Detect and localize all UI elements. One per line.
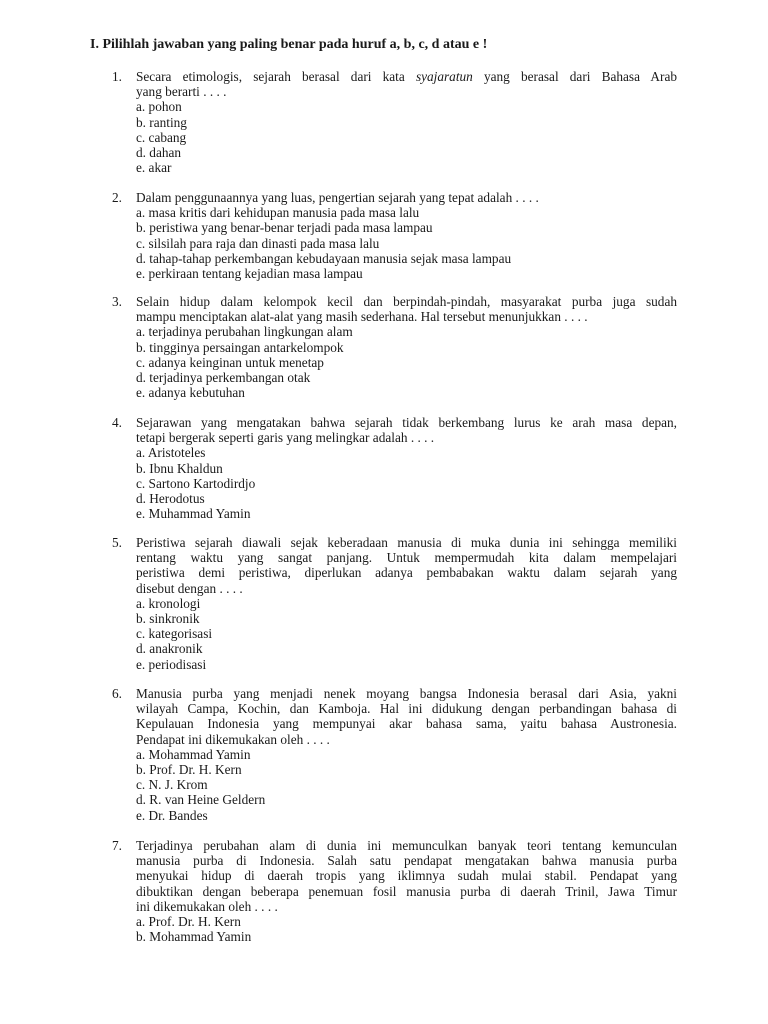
option-a: a. Prof. Dr. H. Kern <box>136 914 241 930</box>
answer-options <box>136 324 677 400</box>
option-b: b. Mohammad Yamin <box>136 929 252 945</box>
option-b: b. Prof. Dr. H. Kern <box>136 762 242 778</box>
italic-term: syajaratun <box>415 69 473 84</box>
question-line: mampu menciptakan alat-alat yang masih sederhana. Hal tersebut menunjukkan . . . . <box>136 309 588 325</box>
option-c: c. silsilah para raja dan dinasti pada masa lalu <box>136 235 380 251</box>
option-d: d. terjadinya perkembangan otak <box>136 370 311 386</box>
answer-options <box>136 747 677 823</box>
question-line <box>136 69 677 84</box>
question-line-segment: Secara etimologis, sejarah berasal dari kata <box>136 69 405 84</box>
question-line: dibuktikan dengan beberapa penemuan fosil manusia purba di daerah Trinil, Jawa Timur <box>136 883 677 899</box>
option-c: c. Sartono Kartodirdjo <box>136 475 256 491</box>
answer-options <box>136 914 677 944</box>
question-line: peristiwa demi peristiwa, diperlukan adanya pembabakan waktu dalam sejarah yang <box>136 565 677 581</box>
option-a: a. pohon <box>136 99 182 115</box>
answer-options <box>136 596 677 672</box>
option-c: c. cabang <box>136 129 187 145</box>
answer-options <box>136 445 677 521</box>
question-number: 2. <box>112 190 122 205</box>
option-a: a. kronologi <box>136 595 201 611</box>
question-line: Manusia purba yang menjadi nenek moyang bangsa Indonesia berasal dari Asia, yakni <box>136 686 677 701</box>
option-a: a. terjadinya perubahan lingkungan alam <box>136 324 353 340</box>
option-e: e. perkiraan tentang kejadian masa lampau <box>136 266 363 282</box>
option-a: a. Mohammad Yamin <box>136 746 251 762</box>
question-line: manusia purba di Indonesia. Salah satu pendapat mengatakan bahwa manusia purba <box>136 853 677 869</box>
question-line: ini dikemukakan oleh . . . . <box>136 898 278 914</box>
question-line: rentang waktu yang sangat panjang. Untuk mempermudah kita dalam mempelajari <box>136 550 677 566</box>
question-number: 6. <box>112 686 122 701</box>
option-e: e. akar <box>136 160 172 176</box>
option-b: b. peristiwa yang benar-benar terjadi pada masa lampau <box>136 220 433 236</box>
question-number: 5. <box>112 535 122 550</box>
question-line: Pendapat ini dikemukakan oleh . . . . <box>136 731 330 747</box>
option-d: d. anakronik <box>136 641 203 657</box>
option-d: d. dahan <box>136 145 182 161</box>
question-number: 4. <box>112 415 122 430</box>
option-c: c. kategorisasi <box>136 626 213 642</box>
question-line-segment: yang berasal dari Bahasa Arab <box>483 69 678 84</box>
option-d: d. R. van Heine Geldern <box>136 792 266 808</box>
question-line: Selain hidup dalam kelompok kecil dan berpindah-pindah, masyarakat purba juga sudah <box>136 294 677 309</box>
option-b: b. Ibnu Khaldun <box>136 460 223 476</box>
question-line: wilayah Campa, Kochin, dan Kamboja. Hal ini didukung dengan perbandingan bahasa di <box>136 701 677 717</box>
question-line: yang berarti . . . . <box>136 84 227 100</box>
option-a: a. Aristoteles <box>136 445 206 461</box>
question-text <box>136 535 677 672</box>
question-text <box>136 294 677 400</box>
question-line: tetapi bergerak seperti garis yang melingkar adalah . . . . <box>136 430 435 446</box>
question-number: 7. <box>112 838 122 853</box>
option-b: b. sinkronik <box>136 611 200 627</box>
option-e: e. periodisasi <box>136 656 207 672</box>
option-d: d. Herodotus <box>136 491 205 507</box>
option-e: e. adanya kebutuhan <box>136 385 245 401</box>
question-line: Peristiwa sejarah diawali sejak keberadaan manusia di muka dunia ini sehingga memiliki <box>136 535 677 550</box>
question-line: menyukai hidup di daerah tropis yang iklimnya sudah mulai stabil. Pendapat yang <box>136 868 677 884</box>
question-line: Sejarawan yang mengatakan bahwa sejarah tidak berkembang lurus ke arah masa depan, <box>136 415 677 430</box>
option-d: d. tahap-tahap perkembangan kebudayaan manusia sejak masa lampau <box>136 250 512 266</box>
question-text <box>136 838 677 944</box>
question-text <box>136 190 677 281</box>
option-e: e. Dr. Bandes <box>136 807 208 823</box>
question-number: 1. <box>112 69 122 84</box>
answer-options <box>136 99 677 175</box>
question-text <box>136 686 677 823</box>
question-line: disebut dengan . . . . <box>136 580 243 596</box>
question-line: Kepulauan Indonesia yang mempunyai akar bahasa sama, yaitu bahasa Austronesia. <box>136 716 677 732</box>
option-e: e. Muhammad Yamin <box>136 506 251 522</box>
question-text <box>136 69 677 175</box>
option-b: b. tingginya persaingan antarkelompok <box>136 339 344 355</box>
option-c: c. adanya keinginan untuk menetap <box>136 354 324 370</box>
question-number: 3. <box>112 294 122 309</box>
question-text <box>136 415 677 521</box>
answer-options <box>136 205 677 281</box>
option-b: b. ranting <box>136 114 187 130</box>
section-heading: I. Pilihlah jawaban yang paling benar pada huruf a, b, c, d atau e ! <box>90 37 488 52</box>
question-line: Terjadinya perubahan alam di dunia ini memunculkan banyak teori tentang kemunculan <box>136 838 677 853</box>
option-a: a. masa kritis dari kehidupan manusia pada masa lalu <box>136 205 420 221</box>
option-c: c. N. J. Krom <box>136 777 208 793</box>
question-line: Dalam penggunaannya yang luas, pengertian sejarah yang tepat adalah . . . . <box>136 190 539 205</box>
